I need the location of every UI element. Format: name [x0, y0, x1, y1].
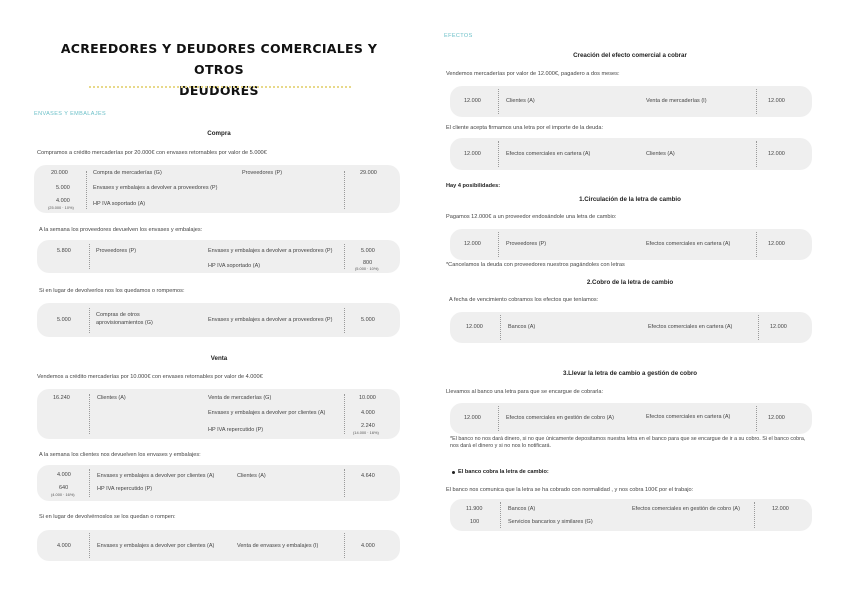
credit-amount: 12.000 — [768, 98, 785, 104]
page-title-line-2: DEUDORES — [179, 83, 259, 98]
entry-amount: 12.000 — [464, 415, 481, 421]
section-label-efectos: EFECTOS — [444, 33, 473, 39]
entry-amount: 16.240 — [53, 395, 70, 401]
entry-amount: 12.000 — [464, 151, 481, 157]
credit-account: Proveedores (P) — [242, 170, 283, 176]
column-divider — [344, 394, 345, 434]
journal-entry-efectos-2 — [450, 138, 812, 170]
column-divider — [756, 141, 757, 167]
compra-intro: Compramos a crédito mercaderías por 20.000€ con envases retornables por valor de 5.000€ — [37, 150, 267, 156]
debit-account: Envases y embalajes a devolver por clientes (A) — [97, 473, 215, 479]
credit-amount: 12.000 — [768, 241, 785, 247]
journal-entry-venta-3 — [37, 530, 400, 561]
credit-amount: 5.000 — [361, 317, 375, 323]
column-divider — [758, 315, 759, 340]
credit-amount: 2.240 — [361, 423, 375, 429]
credit-amount: 4.640 — [361, 473, 375, 479]
section-label-envases: ENVASES Y EMBALAJES — [34, 111, 107, 117]
debit-account: HP IVA soportado (A) — [93, 201, 146, 207]
efectos-text-5: A fecha de vencimiento cobramos los efectos que teníamos: — [449, 297, 599, 303]
credit-amount: 12.000 — [768, 151, 785, 157]
entry-amount: 5.800 — [57, 248, 71, 254]
column-divider — [498, 89, 499, 114]
debit-account: Envases y embalajes a devolver por clientes (A) — [97, 543, 215, 549]
credit-amount: 4.000 — [361, 410, 375, 416]
credit-amount: 12.000 — [768, 415, 785, 421]
column-divider — [344, 171, 345, 209]
debit-account: Bancos (A) — [508, 506, 536, 512]
efectos-text-7: El banco nos comunica que la letra se ha cobrado con normalidad , y nos cobra 100€ por el trabajo: — [446, 487, 694, 493]
heading-compra: Compra — [207, 130, 231, 137]
column-divider — [89, 469, 90, 497]
debit-account: Clientes (A) — [506, 98, 535, 104]
debit-account: HP IVA repercutido (P) — [97, 486, 153, 492]
debit-account: Bancos (A) — [508, 324, 536, 330]
credit-amount: 12.000 — [770, 324, 787, 330]
column-divider — [500, 502, 501, 528]
credit-account: HP IVA soportado (A) — [208, 263, 261, 269]
entry-calc-note: (4.000 · 16%) — [51, 492, 75, 497]
bullet-banco-cobra: El banco cobra la letra de cambio: — [458, 469, 549, 475]
credit-account: Efectos comerciales en gestión de cobro (A) — [632, 506, 740, 512]
entry-amount: 100 — [470, 519, 480, 525]
debit-account: Proveedores (P) — [506, 241, 547, 247]
heading-circulacion: 1.Circulación de la letra de cambio — [579, 196, 681, 203]
journal-entry-efectos-4 — [450, 312, 812, 343]
journal-entry-compra-3 — [37, 303, 400, 337]
entry-amount: 12.000 — [464, 241, 481, 247]
page-title — [34, 38, 404, 101]
heading-creacion: Creación del efecto comercial a cobrar — [573, 52, 687, 59]
column-divider — [498, 141, 499, 167]
credit-account: Efectos comerciales en cartera (A) — [646, 241, 731, 247]
compra-text-2: A la semana los proveedores devuelven los envases y embalajes: — [39, 227, 203, 233]
page-title-line-1: ACREEDORES Y DEUDORES COMERCIALES Y OTROS — [60, 41, 378, 77]
entry-amount: 4.000 — [57, 472, 71, 478]
efectos-text-1: Vendemos mercaderías por valor de 12.000€, pagadero a dos meses: — [446, 71, 620, 77]
entry-calc-note: (14.000 · 16%) — [353, 430, 379, 435]
column-divider — [500, 315, 501, 340]
heading-cobro: 2.Cobro de la letra de cambio — [586, 279, 674, 286]
journal-entry-efectos-5 — [450, 403, 812, 434]
debit-account: Efectos comerciales en cartera (A) — [506, 151, 591, 157]
journal-entry-venta-2 — [37, 465, 400, 501]
column-divider — [498, 406, 499, 431]
column-divider — [754, 502, 755, 528]
credit-account: Clientes (A) — [237, 473, 266, 479]
column-divider — [89, 244, 90, 269]
entry-amount: 12.000 — [464, 98, 481, 104]
entry-amount: 640 — [59, 485, 69, 491]
column-divider — [344, 308, 345, 333]
credit-amount: 4.000 — [361, 543, 375, 549]
debit-account: Compra de mercaderías (G) — [93, 170, 162, 176]
venta-text-2: A la semana los clientes nos devuelven los envases y embalajes: — [39, 452, 201, 458]
efectos-note: *El banco no nos dará dinero, si no que únicamente depositamos nuestra letra en el banco para que se encargue de ir a su cobro. Si el banco cobra, nos dará el dinero y si no nos lo notificará. — [450, 436, 806, 449]
credit-account: Venta de mercaderías (I) — [646, 98, 707, 104]
credit-account: Venta de mercaderías (G) — [208, 395, 272, 401]
entry-amount: 12.000 — [466, 324, 483, 330]
bullet-icon — [452, 471, 455, 474]
efectos-text-2: El cliente acepta firmamos una letra por el importe de la deuda: — [446, 125, 604, 131]
debit-account: Proveedores (P) — [96, 248, 137, 254]
column-divider — [89, 308, 90, 333]
entry-calc-note: (25.000 · 10%) — [48, 205, 74, 210]
credit-account: Envases y embalajes a devolver por clientes (A) — [208, 410, 326, 416]
journal-entry-efectos-6 — [450, 499, 812, 531]
title-divider — [89, 86, 351, 88]
column-divider — [756, 232, 757, 257]
debit-account: Efectos comerciales en gestión de cobro (A) — [506, 415, 614, 421]
compra-text-3: Si en lugar de devolverlos nos los quedamos o rompemos: — [39, 288, 185, 294]
debit-account: Servicios bancarios y similares (G) — [508, 519, 593, 525]
column-divider — [344, 244, 345, 269]
journal-entry-compra-1 — [34, 165, 400, 213]
column-divider — [344, 469, 345, 497]
efectos-text-3: Pagamos 12.000€ a un proveedor endosándole una letra de cambio: — [446, 214, 617, 220]
credit-amount: 800 — [363, 260, 373, 266]
entry-calc-note: (5.000 · 10%) — [355, 266, 379, 271]
heading-gestion-cobro: 3.Llevar la letra de cambio a gestión de cobro — [562, 370, 698, 377]
posibilidades-label: Hay 4 posibilidades: — [446, 183, 501, 189]
efectos-text-6: Llevamos al banco una letra para que se encargue de cobrarla: — [446, 389, 604, 395]
venta-text-3: Si en lugar de devolvérnoslos se los quedan o rompen: — [39, 514, 176, 520]
credit-account: Efectos comerciales en cartera (A) — [646, 414, 731, 420]
debit-account: Envases y embalajes a devolver a proveedores (P) — [93, 185, 218, 191]
credit-account: Envases y embalajes a devolver a proveedores (P) — [208, 248, 333, 254]
column-divider — [756, 406, 757, 431]
entry-amount: 5.000 — [56, 185, 70, 191]
entry-amount: 20.000 — [51, 170, 68, 176]
credit-account: HP IVA repercutido (P) — [208, 427, 264, 433]
debit-account: aprovisionamientos (G) — [96, 320, 153, 326]
credit-account: Venta de envases y embalajes (I) — [237, 543, 319, 549]
venta-intro: Vendemos a crédito mercaderías por 10.000€ con envases retornables por valor de 4.000€ — [37, 374, 263, 380]
journal-entry-efectos-3 — [450, 229, 812, 260]
credit-account: Efectos comerciales en cartera (A) — [648, 324, 733, 330]
credit-amount: 5.000 — [361, 248, 375, 254]
journal-entry-venta-1 — [37, 389, 400, 439]
entry-amount: 4.000 — [56, 198, 70, 204]
column-divider — [89, 533, 90, 558]
column-divider — [89, 394, 90, 434]
debit-account: Compras de otros — [96, 312, 140, 318]
credit-amount: 12.000 — [772, 506, 789, 512]
credit-account: Envases y embalajes a devolver a proveedores (P) — [208, 317, 333, 323]
journal-entry-efectos-1 — [450, 86, 812, 117]
credit-amount: 29.000 — [360, 170, 377, 176]
debit-account: Clientes (A) — [97, 395, 126, 401]
entry-amount: 4.000 — [57, 543, 71, 549]
heading-venta: Venta — [210, 355, 228, 362]
entry-amount: 5.000 — [57, 317, 71, 323]
journal-entry-compra-2 — [37, 240, 400, 273]
column-divider — [86, 171, 87, 209]
efectos-text-4: *Cancelamos la deuda con proveedores nuestros pagándoles con letras — [446, 262, 625, 268]
entry-amount: 11.900 — [466, 506, 483, 512]
credit-amount: 10.000 — [359, 395, 376, 401]
column-divider — [756, 89, 757, 114]
column-divider — [498, 232, 499, 257]
column-divider — [344, 533, 345, 558]
credit-account: Clientes (A) — [646, 151, 675, 157]
